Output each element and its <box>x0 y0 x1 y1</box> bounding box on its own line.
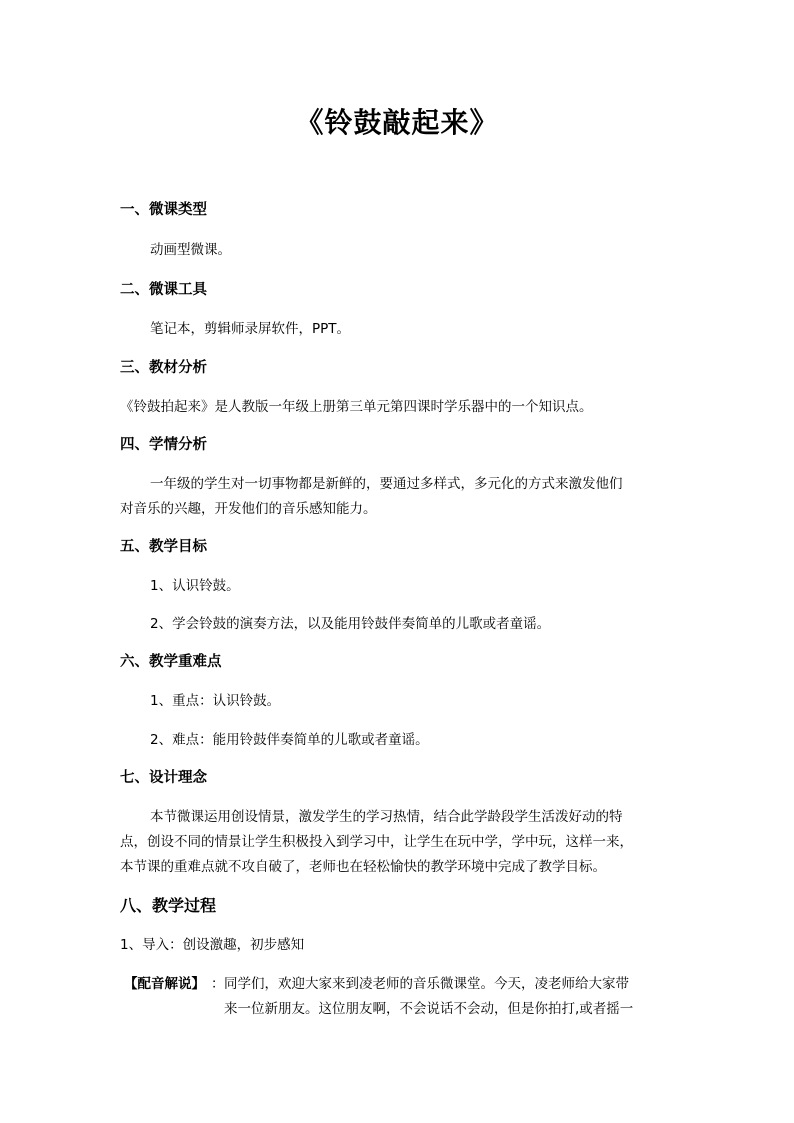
section-heading-goals: 五、教学目标 <box>120 539 207 555</box>
narration-tag: 【配音解说】 <box>124 976 205 992</box>
section-heading-keypoints: 六、教学重难点 <box>120 654 222 670</box>
section-text-concept-3: 本节课的重难点就不攻自破了，老师也在轻松愉快的教学环境中完成了教学目标。 <box>120 859 606 875</box>
section-text-keypoints-2: 2、难点：能用铃鼓伴奏简单的儿歌或者童谣。 <box>150 732 429 748</box>
narration-line-1: 同学们，欢迎大家来到凌老师的音乐微课堂。今天，凌老师给大家带 <box>224 976 629 992</box>
section-text-students-1: 一年级的学生对一切事物都是新鲜的，要通过多样式，多元化的方式来激发他们 <box>150 476 623 492</box>
section-text-tools: 笔记本，剪辑师录屏软件，PPT。 <box>150 321 351 337</box>
section-heading-students: 四、学情分析 <box>120 437 207 453</box>
section-heading-process: 八、教学过程 <box>120 896 217 915</box>
narration-line-2: 来一位新朋友。这位朋友啊，不会说话不会动，但是你拍打,或者摇一 <box>224 1001 634 1017</box>
section-heading-concept: 七、设计理念 <box>120 770 207 786</box>
section-heading-type: 一、微课类型 <box>120 202 207 218</box>
narration-colon: ： <box>211 976 225 992</box>
section-heading-material: 三、教材分析 <box>120 360 207 376</box>
section-text-material: 《铃鼓拍起来》是人教版一年级上册第三单元第四课时学乐器中的一个知识点。 <box>120 399 593 415</box>
section-text-students-2: 对音乐的兴趣，开发他们的音乐感知能力。 <box>120 501 377 517</box>
section-text-concept-1: 本节微课运用创设情景，激发学生的学习热情，结合此学龄段学生活泼好动的特 <box>150 809 623 825</box>
section-text-process-1: 1、导入：创设激趣，初步感知 <box>120 937 305 953</box>
section-text-type: 动画型微课。 <box>150 242 231 258</box>
section-text-keypoints-1: 1、重点：认识铃鼓。 <box>150 693 281 709</box>
section-heading-tools: 二、微课工具 <box>120 282 207 298</box>
section-text-goals-1: 1、认识铃鼓。 <box>150 578 240 594</box>
section-text-goals-2: 2、学会铃鼓的演奏方法，以及能用铃鼓伴奏简单的儿歌或者童谣。 <box>150 616 551 632</box>
section-text-concept-2: 点，创设不同的情景让学生积极投入到学习中，让学生在玩中学，学中玩，这样一来， <box>120 834 633 850</box>
document-title: 《铃鼓敲起来》 <box>295 106 499 139</box>
